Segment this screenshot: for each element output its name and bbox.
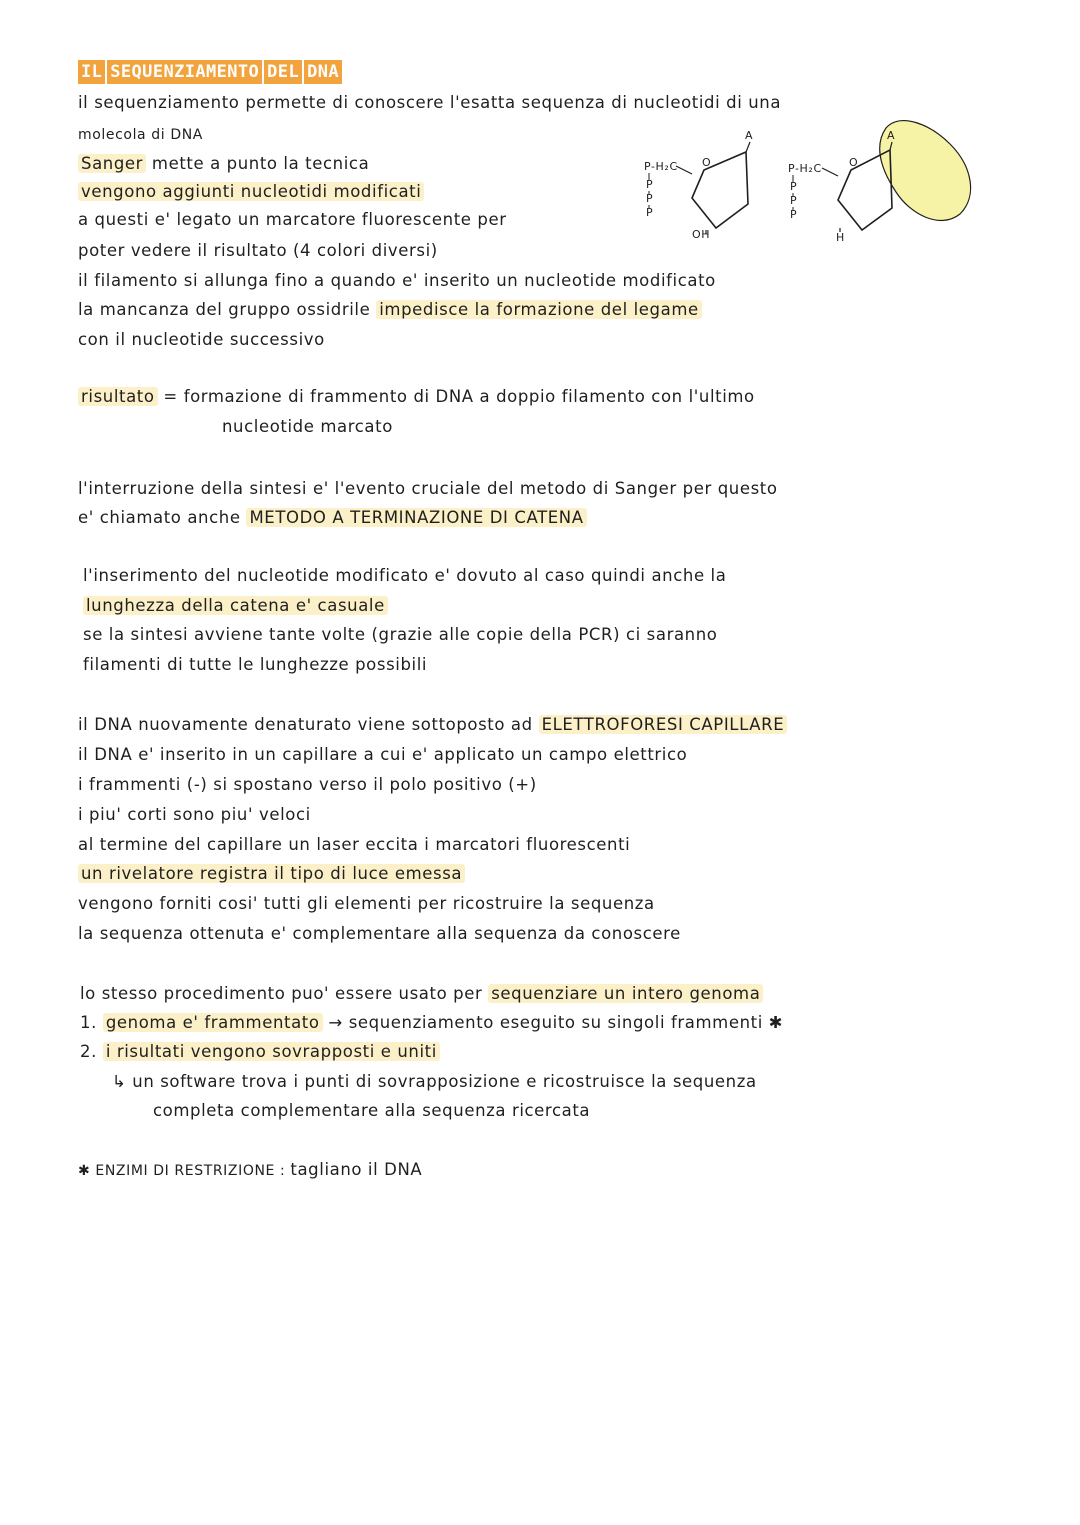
highlight: genoma e' frammentato: [103, 1013, 323, 1032]
highlight: un rivelatore registra il tipo di luce emessa: [78, 864, 465, 883]
text-line: i frammenti (-) si spostano verso il polo positivo (+): [78, 775, 537, 794]
title-word-3: DEL: [264, 60, 302, 84]
text-line: ↳ un software trova i punti di sovrapposizione e ricostruisce la sequenza: [112, 1072, 757, 1091]
text-line: vengono forniti cosi' tutti gli elementi per ricostruire la sequenza: [78, 894, 655, 913]
title-word-1: IL: [78, 60, 105, 84]
title-word-2: SEQUENZIAMENTO: [107, 60, 262, 84]
text-line: nucleotide marcato: [222, 417, 393, 436]
highlight: risultato: [78, 387, 158, 406]
text-line: completa complementare alla sequenza ricercata: [153, 1101, 591, 1120]
title-word-4: DNA: [304, 60, 342, 84]
text-fragment: mette a punto la tecnica: [151, 154, 370, 173]
text-line: poter vedere il risultato (4 colori diversi): [78, 241, 438, 260]
highlight: METODO A TERMINAZIONE DI CATENA: [246, 508, 586, 527]
highlight: sequenziare un intero genoma: [488, 984, 763, 1003]
highlight: vengono aggiunti nucleotidi modificati: [78, 182, 424, 201]
text-line: se la sintesi avviene tante volte (grazie alle copie della PCR) ci saranno: [83, 625, 718, 644]
text-line: [80, 983, 763, 1005]
text-fragment: ✱ ENZIMI DI RESTRIZIONE :: [78, 1163, 286, 1179]
text-line: con il nucleotide successivo: [78, 330, 325, 349]
phosphate-p-left-2: P: [646, 192, 654, 205]
text-line: [78, 863, 465, 885]
base-label-left: A: [745, 129, 754, 142]
text-line: [78, 714, 787, 736]
list-number: 2.: [80, 1042, 97, 1061]
highlight: lunghezza della catena e' casuale: [83, 596, 388, 615]
text-line: [78, 386, 755, 408]
phosphate-p-right-3: P: [790, 208, 798, 221]
nucleotide-diagram: [600, 118, 980, 258]
text-line: il sequenziamento permette di conoscere l'esatta sequenza di nucleotidi di una: [78, 93, 782, 112]
text-fragment: = formazione di frammento di DNA a doppio filamento con l'ultimo: [163, 387, 755, 406]
text-line: a questi e' legato un marcatore fluorescente per: [78, 210, 507, 229]
ribose-ring-left: [692, 152, 748, 228]
phosphate-p-right-1: P: [790, 180, 798, 193]
text-line: [78, 507, 587, 529]
text-line: i piu' corti sono piu' veloci: [78, 805, 311, 824]
phosphate-label-left: P-H₂C: [644, 160, 678, 173]
text-line: l'inserimento del nucleotide modificato e' dovuto al caso quindi anche la: [83, 566, 727, 585]
list-number: 1.: [80, 1013, 97, 1032]
highlight: ELETTROFORESI CAPILLARE: [539, 715, 788, 734]
phosphate-p-left-3: P: [646, 206, 654, 219]
text-line: [83, 595, 388, 617]
text-line: molecola di DNA: [78, 127, 203, 143]
phosphate-label-right: P-H₂C: [788, 162, 822, 175]
text-fragment: e' chiamato anche: [78, 508, 241, 527]
text-line: la sequenza ottenuta e' complementare alla sequenza da conoscere: [78, 924, 681, 943]
text-line: [80, 1041, 440, 1063]
text-line: filamenti di tutte le lunghezze possibili: [83, 655, 428, 674]
oxygen-label-left: O: [702, 156, 712, 169]
text-line: [80, 1012, 783, 1034]
text-line: il DNA e' inserito in un capillare a cui e' applicato un campo elettrico: [78, 745, 688, 764]
base-label-right: A: [887, 129, 896, 142]
text-fragment: tagliano il DNA: [290, 1160, 423, 1179]
text-fragment: la mancanza del gruppo ossidrile: [78, 300, 371, 319]
text-fragment: lo stesso procedimento puo' essere usato per: [80, 984, 483, 1003]
phosphate-p-right-2: P: [790, 194, 798, 207]
hydroxyl-label: OH: [692, 228, 711, 241]
highlight: i risultati vengono sovrapposti e uniti: [103, 1042, 440, 1061]
highlight: Sanger: [78, 154, 146, 173]
text-line: al termine del capillare un laser eccita i marcatori fluorescenti: [78, 835, 631, 854]
hydrogen-label: H: [836, 231, 845, 244]
text-line: l'interruzione della sintesi e' l'evento cruciale del metodo di Sanger per questo: [78, 479, 778, 498]
text-line: [78, 299, 702, 321]
text-line: [78, 181, 424, 203]
phosphate-p-left-1: P: [646, 178, 654, 191]
text-line: [78, 153, 369, 175]
text-fragment: → sequenziamento eseguito su singoli frammenti ✱: [328, 1013, 784, 1032]
text-fragment: il DNA nuovamente denaturato viene sottoposto ad: [78, 715, 533, 734]
footnote: [78, 1159, 422, 1182]
highlight: impedisce la formazione del legame: [376, 300, 702, 319]
page-title: [78, 60, 344, 84]
oxygen-label-right: O: [849, 156, 859, 169]
text-line: il filamento si allunga fino a quando e' inserito un nucleotide modificato: [78, 271, 716, 290]
